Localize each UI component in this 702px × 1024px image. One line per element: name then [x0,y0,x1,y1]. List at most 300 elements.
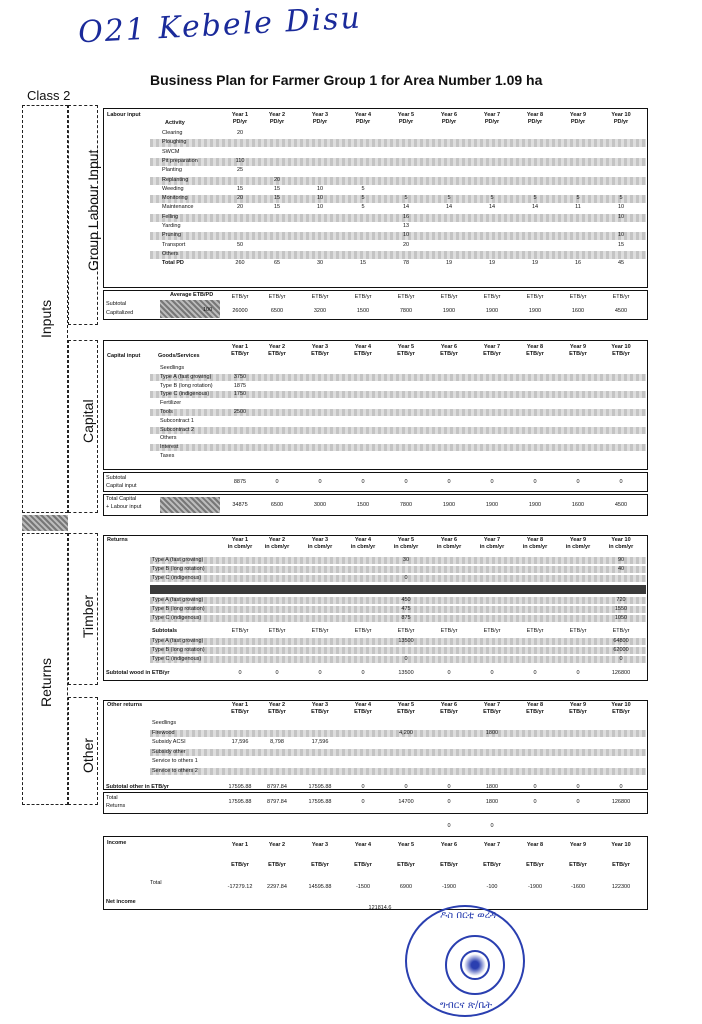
income-unit-header: ETB/yr [311,862,329,868]
returns-label: Returns [38,657,54,707]
timber-unit-header: in cbm/yr [264,544,290,550]
timber-etb-unit: ETB/yr [569,628,587,634]
other-year-header: Year 8 [526,702,544,708]
capital-row-shade [150,427,646,434]
capital-year-header: Year 4 [354,344,372,350]
total-capital-label: Total Capital [106,496,137,502]
capital-year-header: Year 2 [268,344,286,350]
income-year-header: Year 3 [311,842,329,848]
other-year-header: Year 10 [611,702,631,708]
timber-subtotal-label: Subtotal wood in ETB/yr [106,670,170,676]
timber-etb-unit: ETB/yr [440,628,458,634]
labour-cell: 15 [273,204,281,211]
other-label: Other [80,737,96,773]
income-unit-header: ETB/yr [526,862,544,868]
labour-cell: 13 [402,223,410,229]
other-subtotal-cell: 0 [404,784,408,790]
other-year-header: Year 2 [268,702,286,708]
timber-year-header: Year 9 [569,537,587,543]
timber-vol-y5: 0 [404,575,408,581]
total-capital-cell: 1500 [356,502,370,508]
net-income-label: Net income [106,899,136,905]
labour-unit-header: PD/yr [570,119,586,125]
labour-subtotal-cell: 6500 [270,308,284,314]
labour-cell: 16 [574,260,582,267]
capital-year-header: Year 8 [526,344,544,350]
income-year-header: Year 10 [611,842,631,848]
timber-value-label: Type A (fast growing) [152,638,204,644]
capital-unit-header: ETB/yr [268,351,286,357]
other-unit-header: ETB/yr [440,709,458,715]
inputs-label: Inputs [38,299,54,338]
labour-cell: 20 [236,204,244,211]
other-row-label: Firewood [152,729,175,736]
labour-year-header: Year 4 [354,112,372,118]
capital-year-header: Year 6 [440,344,458,350]
capital-row-label: Type C (indigenous) [160,391,210,398]
income-unit-header: ETB/yr [612,862,630,868]
total-returns-cell: 0 [533,799,537,805]
other-subtotal-cell: 0 [361,784,365,790]
capital-year-header: Year 10 [611,344,631,350]
labour-subtotal-cell: 1500 [356,308,370,314]
timber-year-header: Year 3 [311,537,329,543]
other-row-label: Subsidy other [152,748,186,755]
other-subtotal-cell: 0 [447,784,451,790]
timber-unit-header: in cbm/yr [227,544,253,550]
labour-subtotal-label: Subtotal [106,301,127,307]
returns-label-sub: Returns [106,803,126,809]
capital-row-label: Taxes [160,453,175,459]
capital-row-label: Subcontract 2 [160,426,194,433]
labour-etb-unit: ETB/yr [354,294,372,300]
other-cell: 4,200 [399,729,413,736]
other-subtotal-cell: 0 [619,784,623,790]
income-total-cell: -100 [486,884,498,890]
other-row-shade [150,749,646,756]
labour-subtotal-cell: 1900 [442,308,456,314]
labour-row-shade [150,177,646,185]
other-unit-header: ETB/yr [311,709,329,715]
timber-unit-header: in cbm/yr [393,544,419,550]
labour-subtotal-cell: 7800 [399,308,413,314]
other-subtotal-cell: 8797.84 [267,784,287,790]
timber-label: Timber [80,594,96,638]
capital-subtotal-cell: 0 [275,479,279,485]
labour-unit-header: PD/yr [355,119,371,125]
labour-etb-unit: ETB/yr [397,294,415,300]
labour-year-header: Year 8 [526,112,544,118]
timber-year-header: Year 10 [611,537,631,543]
timber-year-header: Year 8 [526,537,544,543]
capital-cell: 1750 [233,391,247,398]
timber-value-label: Type B (long rotation) [152,647,205,653]
total-returns-cell: 1800 [485,799,499,805]
income-header: Income [107,840,127,846]
income-total-cell: 14595.88 [308,884,332,890]
capital-unit-header: ETB/yr [231,351,249,357]
total-capital-swatch [160,497,220,513]
other-unit-header: ETB/yr [354,709,372,715]
labour-etb-unit: ETB/yr [231,294,249,300]
total-returns-cell: 17595.88 [308,799,332,805]
below-total-cell: 0 [490,823,494,829]
timber-value-y5: 0 [404,656,408,662]
capital-cell: 2500 [233,409,247,415]
capitalized-label: Capitalized [106,310,134,316]
total-returns-cell: 126800 [611,799,631,805]
capital-subtotal-cell: 8875 [233,479,247,485]
income-unit-header: ETB/yr [440,862,458,868]
labour-cell: 5 [361,185,365,192]
timber-subtotal-cell: 0 [361,670,365,676]
timber-vol-shade [150,566,646,573]
labour-cell: 10 [402,232,410,239]
timber-vol-y5: 30 [402,557,410,563]
stamp-text-top: ዶስ በርቲ ወረዳ [440,910,497,921]
capital-year-header: Year 1 [231,344,249,350]
income-total-cell: -17279.12 [227,884,253,890]
capital-subtotal-cell: 0 [490,479,494,485]
capital-subtotal-cell: 0 [361,479,365,485]
capital-cell: 3750 [233,373,247,380]
labour-year-header: Year 2 [268,112,286,118]
labour-input-header: Labour input [107,112,141,118]
labour-cell: 65 [273,260,281,267]
timber-price-label: Type B (long rotation) [152,606,205,612]
other-row-label: Seedlings [152,720,177,726]
labour-cell: 5 [576,195,580,202]
other-unit-header: ETB/yr [569,709,587,715]
labour-cell: 5 [619,195,623,202]
capital-year-header: Year 7 [483,344,501,350]
timber-etb-unit: ETB/yr [612,628,630,634]
labour-cell: 15 [273,195,281,202]
labour-unit-header: PD/yr [269,119,285,125]
timber-etb-unit: ETB/yr [526,628,544,634]
labour-year-header: Year 1 [231,112,249,118]
labour-cell: 19 [531,260,539,267]
other-row-shade [150,768,646,775]
labour-cell: 15 [359,260,367,267]
labour-cell: 19 [445,260,453,267]
timber-unit-header: in cbm/yr [522,544,548,550]
capital-year-header: Year 5 [397,344,415,350]
labour-row-label: Planting [162,167,182,174]
labour-row-label: Replanting [162,176,189,183]
labour-row-label: Yarding [162,223,181,229]
other-subtotal-cell: 17595.88 [228,784,252,790]
labour-cell: 15 [236,185,244,192]
timber-etb-unit: ETB/yr [311,628,329,634]
labour-cell: 14 [402,204,410,211]
capital-year-header: Year 3 [311,344,329,350]
labour-cell: 10 [316,195,324,202]
timber-unit-header: in cbm/yr [436,544,462,550]
capital-row-label: Others [160,435,177,442]
labour-unit-header: PD/yr [484,119,500,125]
labour-unit-header: PD/yr [232,119,248,125]
returns-header: Returns [107,537,128,543]
avg-etb-label: Average ETB/PD [170,292,214,298]
timber-etb-unit: ETB/yr [231,628,249,634]
other-cell: 1800 [485,729,499,736]
income-total-label: Total [150,880,162,886]
capital-label: Capital [80,399,96,443]
income-unit-header: ETB/yr [397,862,415,868]
labour-cell: 14 [445,204,453,211]
labour-etb-unit: ETB/yr [440,294,458,300]
labour-cell: 10 [617,213,625,220]
capital-row-label: Type B (long rotation) [160,382,213,389]
labour-cell: 110 [235,157,245,164]
total-returns-cell: 17595.88 [228,799,252,805]
timber-price-label: Type A (fast growing) [152,597,204,603]
labour-cell: 20 [402,241,410,248]
labour-subtotal-cell: 4500 [614,308,628,314]
activity-header: Activity [165,120,185,126]
labour-cell: 20 [236,130,244,136]
total-returns-label: Total [106,795,118,801]
total-returns-cell: 8797.84 [267,799,287,805]
total-capital-cell: 1900 [528,502,542,508]
income-year-header: Year 5 [397,842,415,848]
labour-year-header: Year 5 [397,112,415,118]
labour-row-shade [150,139,646,147]
labour-row-label: Felling [162,213,179,220]
labour-cell: 5 [533,195,537,202]
timber-value-label: Type C (indigenous) [152,656,202,662]
capital-unit-header: ETB/yr [612,351,630,357]
labour-subtotal-cell: 3200 [313,308,327,314]
timber-unit-header: in cbm/yr [350,544,376,550]
total-capital-cell: 1900 [442,502,456,508]
timber-price-y5: 475 [401,606,411,612]
below-total-cell: 0 [447,823,451,829]
class-label: Class 2 [27,88,71,103]
income-unit-header: ETB/yr [268,862,286,868]
other-unit-header: ETB/yr [612,709,630,715]
labour-row-label: Transport [162,241,186,248]
timber-price-y5: 875 [401,615,411,621]
capital-unit-header: ETB/yr [397,351,415,357]
capital-unit-header: ETB/yr [354,351,372,357]
labour-year-header: Year 10 [611,112,631,118]
income-year-header: Year 9 [569,842,587,848]
timber-vol-label: Type C (indigenous) [152,575,202,581]
other-cell: 17,596 [311,739,329,745]
capital-row-label: Fertilizer [160,400,182,407]
stamp-emblem-icon [460,950,490,980]
capital-row-label: Type A (fast growing) [160,373,212,380]
timber-subtotal-cell: 0 [318,670,322,676]
timber-value-y5: 13500 [398,638,414,644]
labour-etb-unit: ETB/yr [612,294,630,300]
capital-input-header: Capital input [107,353,141,359]
other-row-label: Service to others 2 [152,767,198,774]
timber-price-y10: 1050 [614,615,628,621]
labour-unit-header: PD/yr [441,119,457,125]
income-unit-header: ETB/yr [569,862,587,868]
labour-row-label: Total PD [162,260,184,267]
labour-cell: 25 [236,167,244,174]
timber-value-y10: 62000 [613,647,629,653]
timber-etb-unit: ETB/yr [397,628,415,634]
timber-subtotal-cell: 0 [490,670,494,676]
labour-subtotal-cell: 1600 [571,308,585,314]
labour-cell: 5 [447,195,451,202]
timber-year-header: Year 4 [354,537,372,543]
total-capital-cell: 1600 [571,502,585,508]
capital-subtotal-cell: 0 [576,479,580,485]
labour-cell: 19 [488,260,496,267]
timber-subtotal-cell: 0 [275,670,279,676]
capital-row-label: Tools [160,409,173,415]
timber-year-header: Year 5 [397,537,415,543]
timber-price-label: Type C (indigenous) [152,615,202,621]
timber-etb-unit: ETB/yr [483,628,501,634]
timber-subtotal-cell: 0 [238,670,242,676]
income-total-cell: 122300 [611,884,631,890]
labour-row-label: Weeding [162,185,184,192]
avg-etb-value: 100 [203,307,213,313]
total-capital-cell: 4500 [614,502,628,508]
labour-cell: 15 [617,241,625,248]
net-income-value: 121814.6 [368,905,392,911]
timber-price-y10: 1550 [614,606,628,612]
timber-subtotals-label: Subtotals [152,628,178,634]
group-labour-label: Group Labour Input [85,149,101,271]
total-returns-cell: 0 [447,799,451,805]
income-year-header: Year 1 [231,842,249,848]
timber-vol-label: Type B (long rotation) [152,566,205,572]
labour-etb-unit: ETB/yr [311,294,329,300]
capital-subtotal-cell: 0 [404,479,408,485]
other-unit-header: ETB/yr [268,709,286,715]
timber-price-y10: 720 [616,597,626,603]
total-capital-cell: 3000 [313,502,327,508]
labour-row-label: SWCM [162,148,180,155]
income-year-header: Year 6 [440,842,458,848]
timber-year-header: Year 7 [483,537,501,543]
income-year-header: Year 2 [268,842,286,848]
other-returns-header: Other returns [107,702,143,708]
income-unit-header: ETB/yr [354,862,372,868]
other-year-header: Year 6 [440,702,458,708]
timber-value-y10: 64800 [613,638,629,644]
labour-cell: 14 [488,204,496,211]
capital-subtotal-label: Subtotal [106,475,127,481]
labour-row-label: Maintenance [162,204,194,211]
income-total-cell: -1900 [441,884,457,890]
other-year-header: Year 4 [354,702,372,708]
page-title: Business Plan for Farmer Group 1 for Area Number 1.09 ha [150,72,543,88]
timber-vol-y10: 90 [617,557,625,563]
labour-etb-unit: ETB/yr [268,294,286,300]
labour-year-header: Year 3 [311,112,329,118]
labour-year-header: Year 9 [569,112,587,118]
other-year-header: Year 7 [483,702,501,708]
labour-row-label: Ploughing [162,139,187,146]
capital-input-label: Capital input [106,483,137,489]
timber-subtotal-cell: 126800 [611,670,631,676]
timber-etb-unit: ETB/yr [268,628,286,634]
capital-subtotal-cell: 0 [447,479,451,485]
capital-unit-header: ETB/yr [569,351,587,357]
timber-year-header: Year 6 [440,537,458,543]
labour-input-label: + Labour input [106,504,142,510]
labour-cell: 30 [316,260,324,267]
capital-subtotal-cell: 0 [533,479,537,485]
other-year-header: Year 3 [311,702,329,708]
timber-etb-unit: ETB/yr [354,628,372,634]
income-total-cell: -1600 [570,884,586,890]
other-unit-header: ETB/yr [397,709,415,715]
labour-unit-header: PD/yr [613,119,629,125]
other-row-label: Service to others 1 [152,758,198,764]
income-total-cell: 6900 [399,884,413,890]
income-total-cell: -1500 [355,884,371,890]
labour-cell: 10 [316,185,324,192]
income-year-header: Year 7 [483,842,501,848]
labour-row-label: Clearing [162,130,183,136]
labour-etb-unit: ETB/yr [483,294,501,300]
other-subtotal-cell: 0 [533,784,537,790]
other-subtotal-label: Subtotal other in ETB/yr [106,784,169,790]
other-cell: 8,798 [270,739,284,745]
labour-cell: 260 [235,260,245,267]
goods-services-header: Goods/Services [158,353,200,359]
capital-cell: 1875 [233,382,247,389]
timber-year-header: Year 2 [268,537,286,543]
total-capital-cell: 6500 [270,502,284,508]
timber-unit-header: in cbm/yr [565,544,591,550]
capital-row-label: Subcontract 1 [160,417,194,424]
labour-cell: 5 [490,195,494,202]
capital-unit-header: ETB/yr [440,351,458,357]
total-returns-cell: 0 [576,799,580,805]
capital-row-shade [150,444,646,451]
other-subtotal-cell: 0 [576,784,580,790]
timber-value-shade [150,647,646,654]
timber-price-y5: 450 [401,597,411,603]
labour-subtotal-cell: 1900 [528,308,542,314]
labour-cell: 5 [361,204,365,211]
total-returns-cell: 0 [361,799,365,805]
labour-etb-unit: ETB/yr [569,294,587,300]
timber-unit-header: in cbm/yr [307,544,333,550]
other-row-label: Subsidy ACSI [152,739,186,745]
total-returns-cell: 14700 [398,799,414,805]
labour-row-label: Monitoring [162,195,188,202]
income-total-cell: 2297.84 [267,884,287,890]
other-cell: 17,596 [231,739,249,745]
income-total-cell: -1900 [527,884,543,890]
total-capital-cell: 1900 [485,502,499,508]
labour-unit-header: PD/yr [398,119,414,125]
labour-cell: 14 [531,204,539,211]
labour-cell: 5 [361,195,365,202]
income-unit-header: ETB/yr [231,862,249,868]
labour-cell: 16 [402,213,410,220]
total-capital-cell: 7800 [399,502,413,508]
labour-cell: 5 [404,195,408,202]
labour-unit-header: PD/yr [312,119,328,125]
other-year-header: Year 9 [569,702,587,708]
timber-subtotal-cell: 13500 [398,670,414,676]
labour-cell: 10 [617,204,625,211]
labour-year-header: Year 7 [483,112,501,118]
